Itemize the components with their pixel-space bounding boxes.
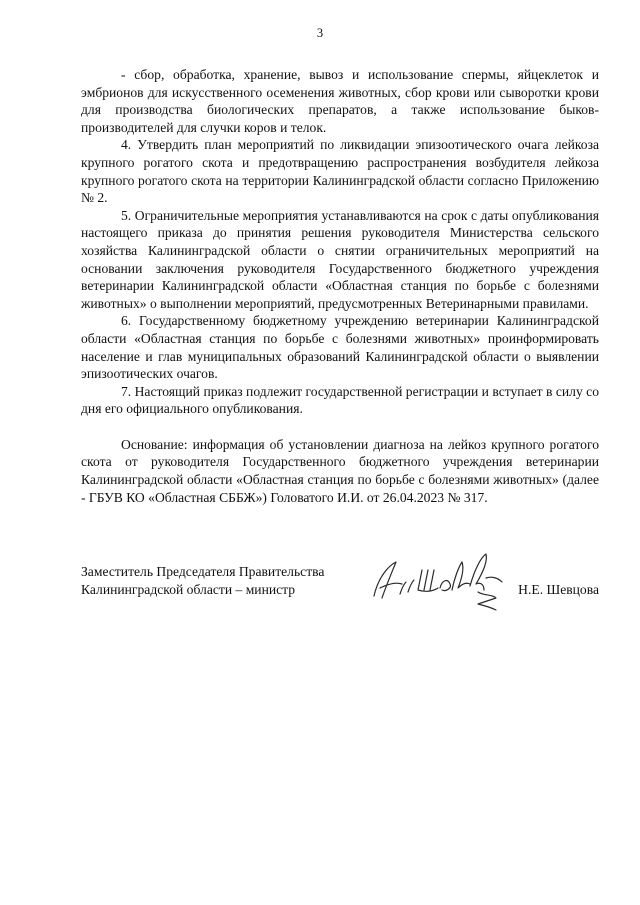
basis-paragraph: Основание: информация об установлении диагноза на лейкоз крупного рогатого скота от руководителя Государственного бюджетного учреждения ветеринарии Калининградской области «Областная станция по борьбе с болезнями животных» (далее - ГБУВ КО «Областная СББЖ») Головатого И.И. от 26.04.2023 № 317. — [81, 436, 599, 505]
spacer — [81, 418, 599, 436]
paragraph-5: 5. Ограничительные мероприятия устанавливаются на срок с даты опубликования настоящего приказа до принятия решения руководителя Министерства сельского хозяйства Калининградской области о снятии ограничительных мероприятий на основании заключения руководителя Государственного бюджетного учреждения ветеринарии Калининградской области «Областная станция по борьбе с болезнями животных» о выполнении мероприятий, предусмотренных Ветеринарными правилами. — [81, 207, 599, 311]
signatory-name: Н.Е. Шевцова — [518, 582, 599, 597]
handwritten-signature — [366, 548, 506, 616]
paragraph-4: 4. Утвердить план мероприятий по ликвидации эпизоотического очага лейкоза крупного рогатого скота и предотвращению распространения возбудителя лейкоза крупного рогатого скота на территории Калининградской области согласно Приложению № 2. — [81, 137, 599, 206]
signatory-position — [81, 563, 324, 599]
paragraph-restrictions-tail: - сбор, обработка, хранение, вывоз и использование спермы, яйцеклеток и эмбрионов для искусственного осеменения животных, сбор крови или сыворотки крови для производства биологических препаратов, а также использование быков-производителей для случки коров и телок. — [81, 67, 599, 135]
document-body — [81, 66, 599, 506]
page-number: 3 — [316, 26, 324, 40]
signatory-position-line1: Заместитель Председателя Правительства — [81, 564, 325, 579]
signatory-position-line2: Калининградской области – министр — [81, 582, 296, 597]
paragraph-7: 7. Настоящий приказ подлежит государственной регистрации и вступает в силу со дня его официального опубликования. — [81, 383, 599, 417]
paragraph-6: 6. Государственному бюджетному учреждению ветеринарии Калининградской области «Областная станция по борьбе с болезнями животных» проинформировать население и глав муниципальных образований Калининградской области о выявлении эпизоотических очагов. — [81, 313, 599, 382]
